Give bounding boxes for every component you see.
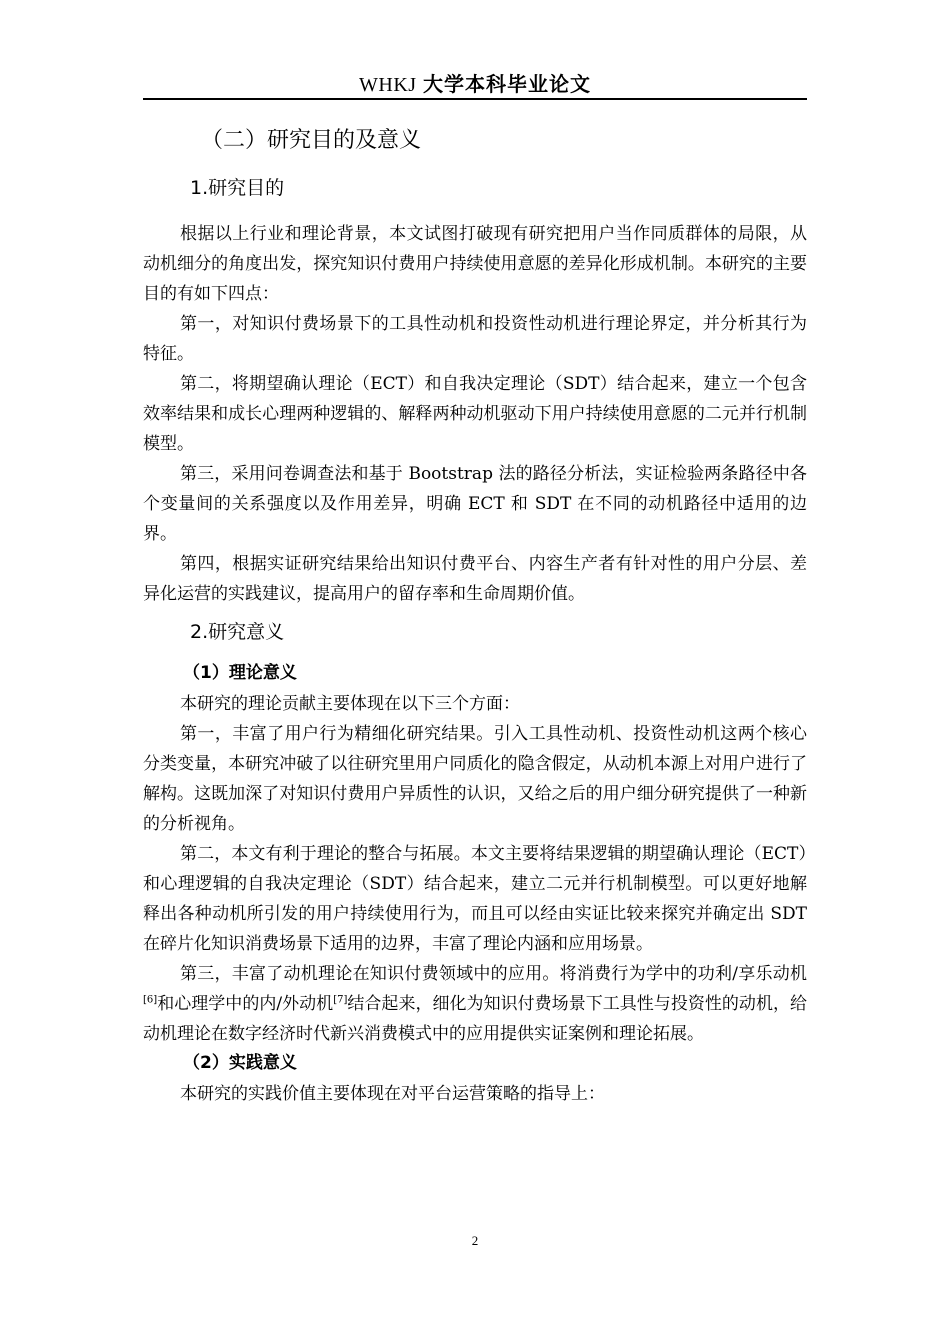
theory-paragraph: 本研究的理论贡献主要体现在以下三个方面： <box>180 694 520 714</box>
section-title: （二）研究目的及意义 <box>201 128 422 153</box>
purpose-paragraph: 根据以上行业和理论背景，本文试图打破现有研究把用户当作同质群体的局限，从动机细分的角度出发，探究知识付费用户持续使用意愿的差异化形成机制。本研究的主要目的有如下四点： <box>143 224 807 304</box>
citation-ref[interactable]: [7] <box>333 994 348 1006</box>
page-number: 2 <box>471 1233 479 1248</box>
paragraph-text: 第三，丰富了动机理论在知识付费领域中的应用。将消费行为学中的功利/享乐动机 <box>180 964 807 984</box>
page-header <box>143 70 807 99</box>
significance-heading: 2.研究意义 <box>190 621 285 643</box>
paragraph-text: 和心理学中的内/外动机 <box>157 994 334 1014</box>
theory-paragraph <box>143 959 807 1049</box>
paragraph-text: 结合起来，细化为知识付费场景下工具性与投资性的动机，给动机理论在数字经济时代新兴消费模式中的应用提供实证案例和理论拓展。 <box>143 994 807 1044</box>
header-thesis-title: 大学本科毕业论文 <box>422 72 591 96</box>
purpose-paragraph: 第四，根据实证研究结果给出知识付费平台、内容生产者有针对性的用户分层、差异化运营的实践建议，提高用户的留存率和生命周期价值。 <box>143 554 807 604</box>
page-body <box>143 123 807 1109</box>
header-rule <box>143 98 807 100</box>
practice-heading: （2）实践意义 <box>183 1053 297 1073</box>
purpose-paragraph: 第一，对知识付费场景下的工具性动机和投资性动机进行理论界定，并分析其行为特征。 <box>143 314 807 364</box>
theory-paragraph: 第二，本文有利于理论的整合与拓展。本文主要将结果逻辑的期望确认理论（ECT）和心理逻辑的自我决定理论（SDT）结合起来，建立二元并行机制模型。可以更好地解释出各种动机所引发的用户持续使用行为，而且可以经由实证比较来探究并确定出 SDT 在碎片化知识消费场景下适用的边界，丰富了理论内涵和应用场景。 <box>143 844 807 954</box>
header-school-code: WHKJ <box>359 74 417 96</box>
theory-paragraph: 第一，丰富了用户行为精细化研究结果。引入工具性动机、投资性动机这两个核心分类变量，本研究冲破了以往研究里用户同质化的隐含假定，从动机本源上对用户进行了解构。这既加深了对知识付费用户异质性的认识，又给之后的用户细分研究提供了一种新的分析视角。 <box>143 724 807 834</box>
purpose-paragraph: 第三，采用问卷调查法和基于 Bootstrap 法的路径分析法，实证检验两条路径中各个变量间的关系强度以及作用差异，明确 ECT 和 SDT 在不同的动机路径中适用的边界。 <box>143 464 807 544</box>
citation-ref[interactable]: [6] <box>143 994 158 1006</box>
purpose-paragraph: 第二，将期望确认理论（ECT）和自我决定理论（SDT）结合起来，建立一个包含效率结果和成长心理两种逻辑的、解释两种动机驱动下用户持续使用意愿的二元并行机制模型。 <box>143 374 807 454</box>
purpose-heading: 1.研究目的 <box>190 177 285 199</box>
theory-heading: （1）理论意义 <box>183 663 297 683</box>
practice-paragraph: 本研究的实践价值主要体现在对平台运营策略的指导上： <box>180 1084 605 1104</box>
